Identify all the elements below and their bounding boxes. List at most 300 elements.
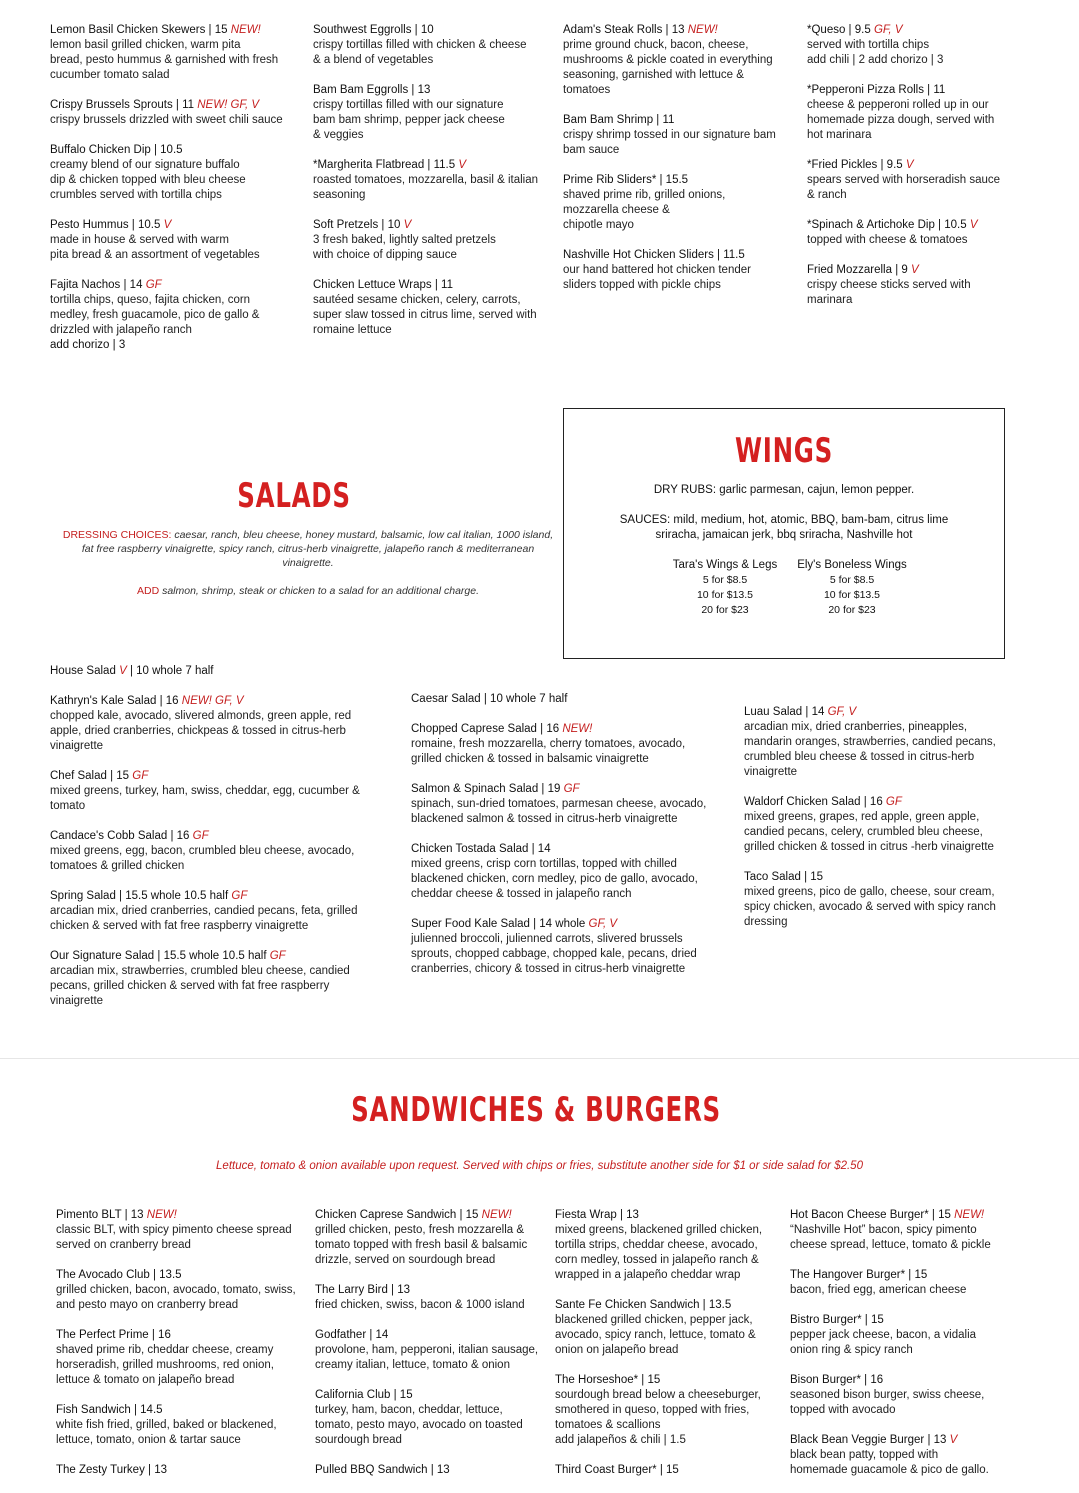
menu-item — [56, 1403, 306, 1448]
menu-item — [56, 1463, 306, 1478]
menu-item-title — [807, 158, 1022, 173]
menu-item-name: Spring Salad | 15.5 whole 10.5 half — [50, 890, 229, 902]
menu-item-name: Luau Salad | 14 — [744, 706, 825, 718]
menu-item-title — [555, 1373, 785, 1388]
menu-item-description-line: mozzarella cheese & — [563, 204, 670, 216]
menu-item-tags: NEW! — [481, 1209, 512, 1221]
menu-item-title — [315, 1463, 555, 1478]
menu-item-title — [790, 1268, 1025, 1283]
menu-item-tags: GF — [269, 950, 286, 962]
menu-item-tags: V — [905, 159, 914, 171]
menu-item-tags: NEW! GF, V — [181, 695, 244, 707]
add-label: ADD — [136, 585, 160, 597]
menu-item-title — [315, 1328, 555, 1343]
menu-item-title — [50, 218, 305, 233]
menu-item-name: Pulled BBQ Sandwich | 13 — [315, 1464, 450, 1476]
menu-item-title — [807, 23, 1022, 38]
menu-item-title — [807, 263, 1022, 278]
menu-item-title — [315, 1388, 555, 1403]
menu-item-description-line: tomato topped with fresh basil & balsamic — [315, 1239, 528, 1251]
menu-item-name: The Horseshoe* | 15 — [555, 1374, 661, 1386]
menu-item-title — [315, 1283, 555, 1298]
menu-item-title — [790, 1208, 1025, 1223]
menu-item-title — [790, 1433, 1025, 1448]
menu-item — [411, 782, 731, 827]
menu-item-description-line: tortilla chips, queso, fajita chicken, corn — [50, 294, 251, 306]
menu-item — [555, 1208, 785, 1283]
menu-item — [50, 829, 395, 874]
menu-item-description-line: blackened salmon & tossed in citrus-herb vinaigrette — [411, 813, 678, 825]
wings-legs-price: 10 for $13.5 — [696, 589, 754, 601]
menu-item-description-line: mixed greens, grapes, red apple, green apple, — [744, 811, 980, 823]
menu-item-tags: GF, V — [827, 706, 857, 718]
dressing-choices-note — [62, 528, 554, 570]
menu-item-tags: NEW! GF, V — [197, 99, 260, 111]
menu-item-name: Pesto Hummus | 10.5 — [50, 219, 161, 231]
menu-item — [807, 263, 1022, 308]
menu-item-description-line: roasted tomatoes, mozzarella, basil & italian — [313, 174, 538, 186]
menu-item-name: *Spinach & Artichoke Dip | 10.5 — [807, 219, 967, 231]
menu-item — [790, 1433, 1025, 1478]
menu-item-name: Black Bean Veggie Burger | 13 — [790, 1434, 947, 1446]
menu-item-name: Bam Bam Shrimp | 11 — [563, 114, 675, 126]
menu-item-description-line: chopped kale, avocado, slivered almonds, green apple, red — [50, 710, 352, 722]
menu-item-title — [50, 664, 395, 679]
menu-item — [50, 218, 305, 263]
menu-item-name: Lemon Basil Chicken Skewers | 15 — [50, 24, 228, 36]
menu-item-name: Our Signature Salad | 15.5 whole 10.5 half — [50, 950, 267, 962]
menu-item-name: Godfather | 14 — [315, 1329, 389, 1341]
menu-item-tags: V — [119, 665, 127, 677]
menu-item — [807, 218, 1022, 248]
menu-item-description-line: tomatoes & scallions — [555, 1419, 661, 1431]
menu-item-description-line: fried chicken, swiss, bacon & 1000 island — [315, 1299, 525, 1311]
menu-item-description-line: shaved prime rib, cheddar cheese, creamy — [56, 1344, 274, 1356]
menu-item-description-line: romaine, fresh mozzarella, cherry tomatoes, avocado, — [411, 738, 686, 750]
sandwiches-col-2 — [315, 1208, 555, 1493]
menu-item-description-line: tomato, pesto mayo, avocado on toasted — [315, 1419, 523, 1431]
menu-item — [50, 694, 395, 754]
menu-item-description-line: sprouts, chopped cabbage, chopped kale, pecans, dried — [411, 948, 697, 960]
menu-item — [315, 1463, 555, 1478]
menu-item-description-line: creamy italian, lettuce, tomato & onion — [315, 1359, 510, 1371]
menu-item-description-line: black bean patty, topped with — [790, 1449, 939, 1461]
menu-item-description-line: hot marinara — [807, 129, 872, 141]
menu-item — [50, 98, 305, 128]
menu-item-tags: V — [458, 159, 467, 171]
menu-item-description-line: drizzled with jalapeño ranch — [50, 324, 192, 336]
dressing-choices-label: DRESSING CHOICES: — [62, 529, 172, 541]
menu-item-description-line: mixed greens, crisp corn tortillas, topped with chilled — [411, 858, 677, 870]
menu-item — [411, 917, 731, 977]
menu-item-description-line: sourdough bread below a cheeseburger, — [555, 1389, 761, 1401]
menu-item-description-line: shaved prime rib, grilled onions, — [563, 189, 726, 201]
menu-item-description-line: tomatoes — [563, 84, 611, 96]
menu-item-name: Bam Bam Eggrolls | 13 — [313, 84, 431, 96]
menu-item-name: Caesar Salad | 10 whole 7 half — [411, 693, 568, 705]
menu-item-title — [56, 1403, 306, 1418]
menu-item-description-line: add jalapeños & chili | 1.5 — [555, 1434, 686, 1446]
menu-item — [56, 1208, 306, 1253]
menu-item-description-line: avocado, spicy ranch, lettuce, tomato & — [555, 1329, 756, 1341]
menu-item-description-line: crispy shrimp tossed in our signature bam — [563, 129, 776, 141]
menu-item-name: Crispy Brussels Sprouts | 11 — [50, 99, 195, 111]
menu-item-description-line: vinaigrette — [744, 766, 798, 778]
menu-item-tags: GF, V — [873, 24, 903, 36]
menu-item-description-line: lettuce, tomato, onion & tartar sauce — [56, 1434, 241, 1446]
menu-item-title — [313, 218, 553, 233]
menu-item-name: The Hangover Burger* | 15 — [790, 1269, 928, 1281]
sauces-line-2: sriracha, jamaican jerk, bbq sriracha, Nashville hot — [655, 529, 913, 541]
menu-item-description-line: white fish fried, grilled, baked or blackened, — [56, 1419, 277, 1431]
wings-heading: WINGS — [735, 431, 833, 471]
menu-item-description-line: mandarin oranges, strawberries, candied pecans, — [744, 736, 996, 748]
wings-box — [563, 408, 1005, 659]
menu-item-description-line: crumbled bleu cheese & tossed in citrus-herb — [744, 751, 975, 763]
menu-item-description-line: horseradish, grilled mushrooms, red onion, — [56, 1359, 274, 1371]
menu-item — [807, 158, 1022, 203]
menu-item-description-line: crispy tortillas filled with our signature — [313, 99, 504, 111]
menu-item-name: The Larry Bird | 13 — [315, 1284, 411, 1296]
menu-item-description-line: pepper jack cheese, bacon, a vidalia — [790, 1329, 977, 1341]
menu-item-description-line: and pesto mayo on cranberry bread — [56, 1299, 239, 1311]
menu-item-description-line: drizzle, served on sourdough bread — [315, 1254, 496, 1266]
menu-item-title — [563, 248, 798, 263]
menu-item-title — [411, 692, 731, 707]
menu-item — [790, 1208, 1025, 1253]
menu-item-description-line: onion ring & spicy ranch — [790, 1344, 913, 1356]
menu-item — [555, 1298, 785, 1358]
menu-item-title — [411, 842, 731, 857]
menu-item-description-line: homemade pizza dough, served with — [807, 114, 995, 126]
menu-item-name: Fiesta Wrap | 13 — [555, 1209, 639, 1221]
menu-item — [313, 218, 553, 263]
menu-item-description-line: spicy chicken, avocado & served with spicy ranch — [744, 901, 996, 913]
menu-item-title — [744, 795, 1024, 810]
menu-item-title — [56, 1268, 306, 1283]
menu-item — [807, 23, 1022, 68]
menu-item-name: Bison Burger* | 16 — [790, 1374, 884, 1386]
menu-item-name: *Fried Pickles | 9.5 — [807, 159, 903, 171]
menu-item-name: Southwest Eggrolls | 10 — [313, 24, 434, 36]
menu-item-description-line: vinaigrette — [50, 995, 104, 1007]
menu-item-description-line: add chili | 2 add chorizo | 3 — [807, 54, 944, 66]
menu-item-description-line: grilled chicken & tossed in balsamic vinaigrette — [411, 753, 649, 765]
wings-legs-title: Tara's Wings & Legs — [672, 559, 778, 571]
menu-item-title — [50, 278, 305, 293]
menu-item-name: Super Food Kale Salad | 14 whole — [411, 918, 586, 930]
menu-item-description-line: super slaw tossed in citrus lime, served with — [313, 309, 537, 321]
menu-item-tags: V — [163, 219, 172, 231]
boneless-wings-column — [790, 558, 914, 618]
menu-item — [313, 23, 553, 68]
menu-item — [555, 1463, 785, 1478]
menu-item-tags: GF, V — [588, 918, 618, 930]
menu-item-description-line: dip & chicken topped with bleu cheese — [50, 174, 246, 186]
add-text: salmon, shrimp, steak or chicken to a salad for an additional charge. — [162, 585, 479, 597]
menu-item — [411, 842, 731, 902]
menu-item-description-line: cheddar cheese & tossed in jalapeño ranch — [411, 888, 632, 900]
menu-item-description-line: marinara — [807, 294, 853, 306]
menu-item-description-line: medley, fresh guacamole, pico de gallo & — [50, 309, 260, 321]
menu-item-description-line: candied pecans, celery, crumbled bleu cheese, — [744, 826, 983, 838]
menu-item-name: Chicken Tostada Salad | 14 — [411, 843, 551, 855]
menu-item-name: Pimento BLT | 13 — [56, 1209, 144, 1221]
menu-item-description-line: mixed greens, pico de gallo, cheese, sour cream, — [744, 886, 995, 898]
menu-item-name: Third Coast Burger* | 15 — [555, 1464, 679, 1476]
menu-item-tags: NEW! — [562, 723, 593, 735]
sandwiches-note: Lettuce, tomato & onion available upon request. Served with chips or fries, substitute another side for $1 or side salad for $2.50 — [216, 1160, 863, 1172]
menu-item-description-line: homemade guacamole & pico de gallo. — [790, 1464, 989, 1476]
menu-item-name: Waldorf Chicken Salad | 16 — [744, 796, 883, 808]
salads-col-3 — [744, 705, 1024, 945]
menu-item-description-line: sliders topped with pickle chips — [563, 279, 721, 291]
menu-item-tags: GF — [145, 279, 162, 291]
menu-item-name: Fried Mozzarella | 9 — [807, 264, 908, 276]
menu-item-name: Salmon & Spinach Salad | 19 — [411, 783, 561, 795]
menu-item-title — [50, 889, 395, 904]
menu-item — [744, 870, 1024, 930]
menu-item-description-line: seasoned bison burger, swiss cheese, — [790, 1389, 985, 1401]
menu-item-tags: GF — [192, 830, 209, 842]
menu-item-description-line: topped with cheese & tomatoes — [807, 234, 968, 246]
menu-item — [555, 1373, 785, 1448]
menu-item — [563, 23, 798, 98]
menu-item-name: Hot Bacon Cheese Burger* | 15 — [790, 1209, 951, 1221]
sandwiches-col-4 — [790, 1208, 1025, 1493]
menu-item-description-line: & a blend of vegetables — [313, 54, 434, 66]
menu-item-description-line: arcadian mix, strawberries, crumbled bleu cheese, candied — [50, 965, 350, 977]
menu-item-description-line: tomato — [50, 800, 86, 812]
menu-item-name: The Avocado Club | 13.5 — [56, 1269, 182, 1281]
boneless-wings-price: 10 for $13.5 — [823, 589, 881, 601]
menu-item-description-line: apple, dried cranberries, chickpeas & tossed in citrus-herb — [50, 725, 346, 737]
menu-item-name: The Zesty Turkey | 13 — [56, 1464, 168, 1476]
menu-item-title — [790, 1373, 1025, 1388]
menu-item-description-line: spinach, sun-dried tomatoes, parmesan cheese, avocado, — [411, 798, 707, 810]
menu-item-tags: V — [403, 219, 412, 231]
menu-item-tags: GF — [563, 783, 580, 795]
menu-item-name: Buffalo Chicken Dip | 10.5 — [50, 144, 183, 156]
menu-item-description-line: served on cranberry bread — [56, 1239, 191, 1251]
dry-rubs: DRY RUBS: garlic parmesan, cajun, lemon pepper. — [653, 484, 915, 496]
salads-col-1 — [50, 664, 395, 1024]
menu-item — [313, 83, 553, 143]
menu-item — [56, 1268, 306, 1313]
menu-item-description-line: arcadian mix, dried cranberries, candied pecans, feta, grilled — [50, 905, 358, 917]
add-protein-note — [62, 584, 554, 598]
menu-item-description-line: cranberries, chicory & tossed in citrus-herb vinaigrette — [411, 963, 686, 975]
menu-item-name: Adam's Steak Rolls | 13 — [563, 24, 685, 36]
menu-item-title — [50, 829, 395, 844]
menu-item-tags: GF — [132, 770, 149, 782]
boneless-wings-price: 20 for $23 — [828, 604, 876, 616]
menu-item-tags: NEW! — [230, 24, 261, 36]
menu-item-description-line: blackened grilled chicken, pepper jack, — [555, 1314, 753, 1326]
menu-item-title — [563, 113, 798, 128]
menu-item-title — [50, 98, 305, 113]
menu-item-title — [50, 949, 395, 964]
menu-item — [50, 278, 305, 353]
menu-item-title — [555, 1208, 785, 1223]
menu-item-description-line: cucumber tomato salad — [50, 69, 170, 81]
menu-item-description-line: crumbles served with tortilla chips — [50, 189, 222, 201]
menu-item-name: *Margherita Flatbread | 11.5 — [313, 159, 456, 171]
menu-item — [744, 705, 1024, 780]
menu-item-description-line: turkey, ham, bacon, cheddar, lettuce, — [315, 1404, 503, 1416]
menu-item-tags: NEW! — [687, 24, 718, 36]
menu-item-description-line: prime ground chuck, bacon, cheese, — [563, 39, 749, 51]
menu-item-tags: V — [969, 219, 978, 231]
menu-item-title — [313, 278, 553, 293]
menu-item-title — [807, 83, 1022, 98]
menu-item-description-line: dressing — [744, 916, 788, 928]
menu-item-name: Bistro Burger* | 15 — [790, 1314, 884, 1326]
appetizers-col-3 — [563, 23, 798, 308]
menu-item-name: The Perfect Prime | 16 — [56, 1329, 171, 1341]
menu-item-description-line: bam bam shrimp, pepper jack cheese — [313, 114, 505, 126]
sauces-line-1: SAUCES: mild, medium, hot, atomic, BBQ, bam-bam, citrus lime — [619, 514, 949, 526]
menu-item — [313, 278, 553, 338]
menu-item-description-line: mushrooms & pickle coated in everything — [563, 54, 773, 66]
menu-item-title — [411, 917, 731, 932]
menu-item-tags: NEW! — [146, 1209, 177, 1221]
menu-item-name: Sante Fe Chicken Sandwich | 13.5 — [555, 1299, 732, 1311]
menu-item-title — [50, 23, 305, 38]
menu-item-description-line: with choice of dipping sauce — [313, 249, 457, 261]
menu-item-description-line: 3 fresh baked, lightly salted pretzels — [313, 234, 496, 246]
menu-item — [315, 1208, 555, 1268]
sandwiches-heading: SANDWICHES & BURGERS — [351, 1090, 721, 1130]
menu-item-description-line: crispy tortillas filled with chicken & cheese — [313, 39, 527, 51]
menu-item-name: House Salad — [50, 665, 116, 677]
menu-item-title — [555, 1463, 785, 1478]
menu-item-name: California Club | 15 — [315, 1389, 413, 1401]
menu-item-description-line: vinaigrette — [50, 740, 104, 752]
menu-item-description-line: mixed greens, egg, bacon, crumbled bleu cheese, avocado, — [50, 845, 355, 857]
menu-item — [50, 23, 305, 83]
menu-item — [50, 949, 395, 1009]
menu-item — [790, 1373, 1025, 1418]
menu-item-description-line: our hand battered hot chicken tender — [563, 264, 751, 276]
menu-item-name: Fish Sandwich | 14.5 — [56, 1404, 163, 1416]
menu-item-title — [50, 694, 395, 709]
menu-item-name: Taco Salad | 15 — [744, 871, 824, 883]
appetizers-col-4 — [807, 23, 1022, 323]
menu-item — [563, 248, 798, 293]
menu-item-title — [563, 173, 798, 188]
menu-item-tags: GF — [231, 890, 248, 902]
menu-item-description-line: cheese spread, lettuce, tomato & pickle — [790, 1239, 991, 1251]
menu-item-description-line: made in house & served with warm — [50, 234, 229, 246]
menu-item-description-line: grilled chicken, bacon, avocado, tomato, swiss, — [56, 1284, 296, 1296]
menu-item-description-line: sourdough bread — [315, 1434, 402, 1446]
menu-item-name: Chef Salad | 15 — [50, 770, 130, 782]
menu-item-description-line: onion on jalapeño bread — [555, 1344, 679, 1356]
appetizers-col-1 — [50, 23, 305, 368]
menu-item-title — [411, 722, 731, 737]
section-divider — [0, 1058, 1079, 1059]
menu-item-description-line: julienned broccoli, julienned carrots, slivered brussels — [411, 933, 683, 945]
menu-item-description-line: pita bread & an assortment of vegetables — [50, 249, 260, 261]
menu-item-description-line: wrapped in a jalapeño cheddar wrap — [555, 1269, 741, 1281]
menu-item-description-line: corn medley, tossed in jalapeño ranch & — [555, 1254, 759, 1266]
menu-item — [50, 889, 395, 934]
menu-item-description-line: tomatoes & grilled chicken — [50, 860, 185, 872]
menu-item — [315, 1328, 555, 1373]
menu-item-title — [790, 1313, 1025, 1328]
menu-item-tags: NEW! — [954, 1209, 985, 1221]
menu-item — [50, 664, 395, 679]
menu-item — [315, 1283, 555, 1313]
wings-legs-price: 20 for $23 — [701, 604, 749, 616]
menu-item-description-line: tortilla strips, cheddar cheese, avocado, — [555, 1239, 758, 1251]
menu-item-description-line: grilled chicken & tossed in citrus -herb vinaigrette — [744, 841, 994, 853]
menu-item-tags: V — [910, 264, 919, 276]
wings-legs-price: 5 for $8.5 — [702, 574, 748, 586]
menu-item-title — [315, 1208, 555, 1223]
menu-item — [744, 795, 1024, 855]
menu-item-description-line: served with tortilla chips — [807, 39, 930, 51]
menu-item-description-line: & ranch — [807, 189, 847, 201]
menu-item-name: Chicken Caprese Sandwich | 15 — [315, 1209, 479, 1221]
menu-item-title — [744, 705, 1024, 720]
menu-item-name: Soft Pretzels | 10 — [313, 219, 401, 231]
menu-item-description-line: romaine lettuce — [313, 324, 392, 336]
menu-item-description-line: mixed greens, blackened grilled chicken, — [555, 1224, 763, 1236]
menu-item-description-line: bam sauce — [563, 144, 620, 156]
menu-item — [790, 1268, 1025, 1298]
dressing-choices-text: caesar, ranch, bleu cheese, honey mustard, balsamic, low cal italian, 1000 island, fat free raspberry vinaigrette, spicy ranch, citrus-herb vinaigrette, jalapeño ranch & mediterranean vinaigrette. — [81, 529, 554, 569]
menu-item-description-line: crispy brussels drizzled with sweet chili sauce — [50, 114, 283, 126]
menu-item-title — [50, 143, 305, 158]
sandwiches-col-3 — [555, 1208, 785, 1493]
menu-item-title — [411, 782, 731, 797]
menu-item-description-line: & veggies — [313, 129, 364, 141]
menu-item-description-line: lemon basil grilled chicken, warm pita — [50, 39, 241, 51]
menu-item-description-line: lettuce & tomato on jalapeño bread — [56, 1374, 235, 1386]
menu-item-description-line: crispy cheese sticks served with — [807, 279, 971, 291]
menu-item-price: | 10 whole 7 half — [129, 665, 214, 677]
menu-item-name: *Pepperoni Pizza Rolls | 11 — [807, 84, 946, 96]
menu-item-title — [50, 769, 395, 784]
salads-col-2 — [411, 692, 731, 992]
menu-item-name: Fajita Nachos | 14 — [50, 279, 143, 291]
menu-item-description-line: bacon, fried egg, american cheese — [790, 1284, 967, 1296]
menu-item-description-line: pecans, grilled chicken & served with fat free raspberry — [50, 980, 330, 992]
menu-item — [50, 769, 395, 814]
menu-item-title — [313, 83, 553, 98]
menu-item-description-line: classic BLT, with spicy pimento cheese spread — [56, 1224, 292, 1236]
menu-item-name: Prime Rib Sliders* | 15.5 — [563, 174, 689, 186]
menu-item-description-line: chicken & served with fat free raspberry vinaigrette — [50, 920, 309, 932]
wings-legs-column — [664, 558, 786, 618]
menu-item-description-line: “Nashville Hot” bacon, spicy pimento — [790, 1224, 977, 1236]
menu-item-name: Nashville Hot Chicken Sliders | 11.5 — [563, 249, 745, 261]
menu-item — [807, 83, 1022, 143]
menu-item — [50, 143, 305, 203]
menu-item — [411, 722, 731, 767]
menu-item-name: Kathryn's Kale Salad | 16 — [50, 695, 179, 707]
menu-item — [315, 1388, 555, 1448]
menu-item-name: Chopped Caprese Salad | 16 — [411, 723, 560, 735]
menu-item-description-line: smothered in queso, topped with fries, — [555, 1404, 750, 1416]
menu-item-title — [56, 1208, 306, 1223]
menu-item — [313, 158, 553, 203]
menu-item-description-line: topped with avocado — [790, 1404, 896, 1416]
menu-item-title — [563, 23, 798, 38]
menu-item-description-line: seasoning — [313, 189, 366, 201]
